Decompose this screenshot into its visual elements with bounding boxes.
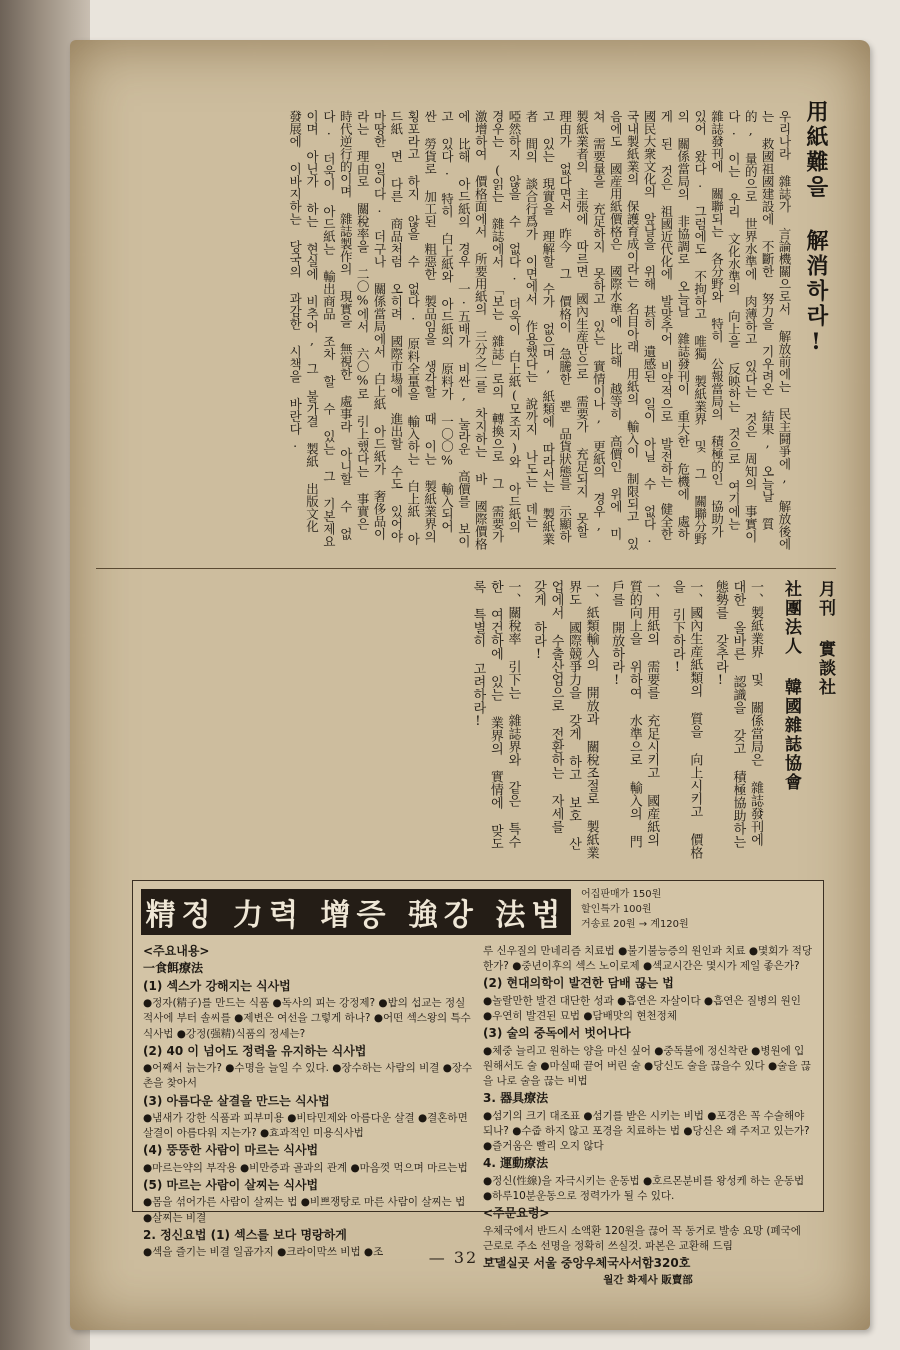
section-items: ●섹을 즐기는 비결 일곱가지 ●크라이막쓰 비법 ●조 [143,1246,384,1259]
ad-banner: 精정 力력 增증 強강 法법 [141,889,571,935]
price-line: 거송료 20원 → 계120원 [581,919,689,930]
order-instructions: 우체국에서 반드시 소액환 120원을 끊어 꼭 동거로 발송 요망 (폐국에 근로로 주소 선명을 정확히 쓰실것. 파본은 교환해 드림 [483,1224,801,1252]
demand-item: 一、關稅率 引下는 雜誌界와 같은 특수한 여건하에 있는 業界의 實情에 맞도록 특별히 고려하라! [470,580,521,850]
divider [96,568,836,569]
demand-item: 一、國內生産紙類의 質을 向上시키고 價格을 引下하라! [669,580,703,859]
section-items: ●정자(精子)를 만드는 식품 ●독사의 피는 강정제? ●밥의 섭교는 정실적사에 부터 솔씨를 ●제변은 여선을 그렇게 하나? ●어떤 섹스왕의 특수 식사법 ●강정(强精)식품의 정세는? [143,997,471,1040]
section-items: ●체중 늘리고 원하는 양을 마신 싶어 ●중독불에 정신착란 ●병원에 입원해서도 술 ●마실때 끝어 버린 술 ●당신도 술을 끊을수 있다 ●술을 끊을 나로 술을 끊는 비법 [483,1044,811,1088]
section-items: ●마르는약의 부작용 ●비만증과 골과의 관계 ●마음껏 먹으며 마르는법 [143,1161,468,1174]
section-items: ●냄새가 강한 식품과 피부미용 ●비타민제와 아름다운 살결 ●결혼하면 살결이 아름다워 지는가? ●효과적인 미용식사법 [143,1112,468,1140]
section-items: ●정신(性線)을 자극시키는 운동법 ●호르몬분비를 왕성케 하는 운동법 ●하루10분운동으로 정력가가 될 수 있다. [483,1174,805,1202]
magazine-page [70,40,870,1330]
ad-contents-left [143,943,473,1262]
section-items: 루 신우질의 만네리즘 치료법 ●불기불능증의 원인과 치료 ●몇회가 적당한가? ●중년이후의 섹스 노이로제 ●섹교시간은 몇시가 제일 좋은가? [483,945,813,973]
ad-contents-right [483,943,813,1290]
org-name-1: 社團法人 韓國雜誌協會 [781,580,801,792]
price-line: 할인특가 100원 [581,904,652,915]
demand-item: 一、用紙의 需要를 充足시키고 國産紙의 質的向上을 위하여 水準으로 輸入의 門戶를 開放하라! [609,580,660,848]
section-head: 2. 정신요법 (1) 섹스를 보다 명랑하게 [143,1227,347,1242]
demand-item: 一、紙類輸入의 開放과 關稅조절로 製紙業界도 國際競爭力을 갖게 하고 보호 산업에서 수출산업으로 전환하는 자세를 갖게 하라! [530,580,599,859]
section-head: 一食餌療法 [143,961,204,976]
page-content [96,100,836,1300]
order-title: <주문요령> [483,1206,550,1221]
section-items: ●놀랄만한 발견 대단한 성과 ●흡연은 자살이다 ●흡연은 질병의 원인 ●우연히 발견된 묘법 ●담배맛의 현천정체 [483,994,801,1023]
price-line: 어집판매가 150원 [581,889,662,900]
section-head: 3. 器具療法 [483,1091,549,1106]
ad-price-info [581,887,811,932]
section-head: (4) 뚱뚱한 사람이 마르는 식사법 [143,1143,319,1158]
section-items: ●어째서 늙는가? ●수명을 늘일 수 있다. ●장수하는 사람의 비결 ●장수촌을 찾아서 [143,1062,473,1090]
contents-title: <주요내용> [143,944,210,958]
section-head: (2) 40 이 넘어도 정력을 유지하는 식사법 [143,1043,367,1058]
section-head: (5) 마르는 사람이 살찌는 식사법 [143,1178,319,1193]
demands-list [204,580,764,860]
advertisement-box [132,880,824,1287]
org-name-2: 月刊 實談社 [815,580,835,697]
section-head: (3) 술의 중독에서 벗어나다 [483,1026,631,1041]
section-head: (1) 섹스가 강해지는 식사법 [143,978,291,993]
section-items: ●몸을 섞어가른 사람이 살찌는 법 ●비쁘쟁탕로 마른 사람이 살찌는 법 ●살찌는 비결 [143,1196,466,1224]
section-head: (2) 현대의학이 발견한 담배 끊는 법 [483,976,674,991]
article-title: 用紙難을 解消하라! [803,100,829,358]
section-head: (3) 아름다운 살결을 만드는 식사법 [143,1093,330,1108]
demand-item: 一、製紙業界 및 關係當局은 雜誌發刊에 대한 올바른 認識을 갖고 積極協助하는 態勢를 갖추라! [712,580,763,848]
mailing-address: 보낼실곳 서울 중앙우체국사서함320호 [483,1256,691,1271]
section-items: ●섬기의 크기 대조표 ●섬기를 받은 시키는 비법 ●포경은 꼭 수술해야 되나? ●수줍 하지 않고 포경을 치료하는 법 ●당신은 왜 주저고 있는가? ●즐거움은 빨리 오지 않다 [483,1109,810,1153]
article-body: 우리나라 雜誌가 言論機關으로서 解放前에는 民主鬪爭에, 解放後에는 救國祖國建設에 不斷한 努力을 기우려온 結果, 오늘날 質的, 量的으로 世界水準에 肉薄하고 있다는 것은 周知의 事實이다. 이는 우리 文化水準의 向上을 反映하는 것으로 여기에는 雜誌發刊에 關聯되는 各分野와 特히 公報當局의 積極的인 協助가 있어 왔다. 그럼에도 不拘하고 唯獨 製紙業界 및 그 關聯分野의 關係當局의 非協調로 오늘날 雜誌發刊이 重大한 危機에 處하게 된 것은 祖國近代化에 발맞추어 비약적으로 발전하는 健全한 國民大衆文化의 앞날을 위해 甚히 遺感된 일이 아닐 수 없다. 국내製紙業의 保護育成이라는 名目아래 用紙의 輸入이 制限되고 있음에도 國産用紙價格은 國際水準에 比해 越等히 高價인 위에 미쳐 需要量을 充足하지 못하고 있는 實情이나, 更紙의 경우, 製紙業者의 主張에 따르면 國內生産만으로 需要가 充足되지 못할 理由가 없다면서 昨今 그 價格이 急騰한 뿐 品貨狀態를 示顯하고 있는 現實을 理解할 수가 없으며, 紙類에 따라서는 製紙業者 間의 談合行爲가 이면에서 作용했다는 說까지 나도는 데는 啞然하지 않을 수 없다. 더욱이 白上紙(모조지)와 아드紙의 경우는 (읽는 雜誌에서 「보는 雜誌」로의 轉換으로 그 需要가 激增하여 價格面에서 所要用紙의 三分之二를 차지하는 바 國際價格에 比해 아드紙의 경우 一·五배가 비싼, 눌라운 高價를 보이고 있다. 特히 白上紙와 아드紙의 原料가 一〇〇% 輸入되어 싼 勞貨로 加工된 粗惡한 製品임을 생각할 때 이는 製紙業界의 횡포라고 하지 않을 수 없다. 原料全量을 輸入하는 白上紙 아드紙 면 다른 商品처럼 오히려 國際市場에 進出할 수도 있어야 마땅한 일이다. 더구나 關係當局에서 白上紙 아드紙가 奢侈品이라는 理由로 關稅率을 二〇%에서 六〇%로 引上했다는 事實은 時代逆行的이며 雜誌製作의 現實을 無視한 處事라 아니할 수 없다. 더욱이 아드紙는 輸出商品 조차 할 수 있는 그 기본제요이며 아닌가 하는 현실에 비추어, 그 불가결 製紙 出版文化 發展에 이바지하는 당국의 과감한 시책을 바란다. [287,110,792,550]
page-number: — 32 — [428,1248,504,1267]
section-head: 4. 運動療法 [483,1156,549,1171]
resolution-section [96,580,836,880]
publisher: 월간 화제사 販賣部 [603,1274,693,1287]
